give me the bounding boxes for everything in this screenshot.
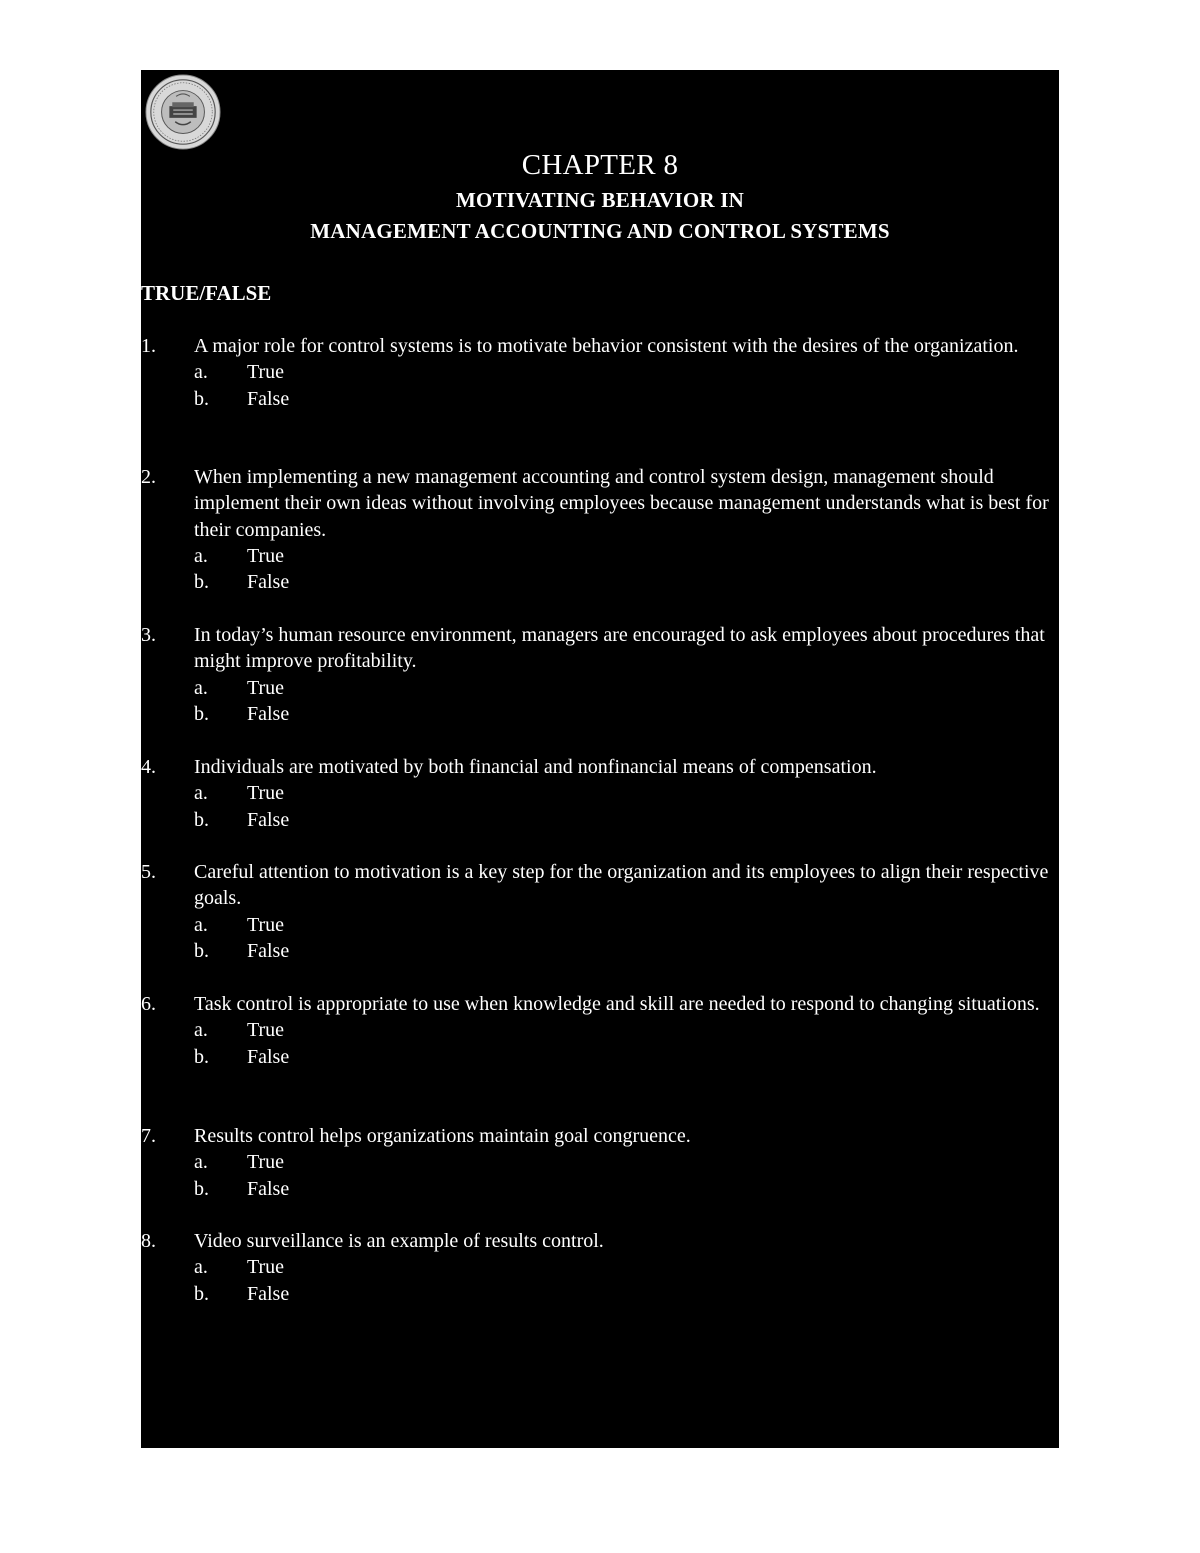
- answer-option-true[interactable]: [194, 1254, 1059, 1280]
- question-7: [141, 1123, 1059, 1202]
- answer-option-false[interactable]: [194, 938, 1059, 964]
- option-letter: b.: [194, 1282, 209, 1305]
- answer-option-true[interactable]: [194, 675, 1059, 701]
- option-label: False: [247, 939, 290, 962]
- chapter-subtitle-line-2: MANAGEMENT ACCOUNTING AND CONTROL SYSTEMS: [310, 219, 890, 243]
- university-seal-icon: [144, 73, 222, 151]
- option-letter: b.: [194, 1045, 209, 1068]
- option-letter: a.: [194, 913, 208, 936]
- option-label: True: [247, 1151, 285, 1174]
- chapter-title: CHAPTER 8: [521, 149, 679, 181]
- answer-option-true[interactable]: [194, 780, 1059, 806]
- question-3: [141, 622, 1059, 727]
- question-text: Video surveillance is an example of results control.: [194, 1230, 604, 1252]
- question-number: 5.: [141, 861, 156, 883]
- question-number: 3.: [141, 624, 156, 646]
- option-label: False: [247, 387, 290, 410]
- option-label: False: [247, 1177, 290, 1200]
- question-text: When implementing a new management accounting and control system design, management should implement their own ideas without involving employees because management understands what is best for their companies.: [194, 466, 1049, 541]
- option-label: False: [247, 808, 290, 831]
- answer-option-false[interactable]: [194, 701, 1059, 727]
- question-text: Task control is appropriate to use when knowledge and skill are needed to respond to changing situations.: [194, 993, 1040, 1015]
- option-label: False: [247, 1045, 290, 1068]
- question-number: 4.: [141, 756, 156, 778]
- question-5: [141, 859, 1059, 964]
- answer-option-true[interactable]: [194, 1017, 1059, 1043]
- question-number: 6.: [141, 993, 156, 1015]
- option-letter: b.: [194, 808, 209, 831]
- question-text: In today’s human resource environment, managers are encouraged to ask employees about procedures that might improve profitability.: [194, 624, 1045, 673]
- option-label: False: [247, 702, 290, 725]
- option-letter: a.: [194, 1019, 208, 1042]
- question-number: 1.: [141, 335, 156, 357]
- option-label: True: [247, 1256, 285, 1279]
- option-letter: a.: [194, 676, 208, 699]
- question-number: 2.: [141, 466, 156, 488]
- answer-option-false[interactable]: [194, 569, 1059, 595]
- question-2: [141, 464, 1059, 595]
- answer-option-true[interactable]: [194, 1149, 1059, 1175]
- option-letter: a.: [194, 1256, 208, 1279]
- question-number: 8.: [141, 1230, 156, 1252]
- answer-option-true[interactable]: [194, 359, 1059, 385]
- chapter-subtitle-line-1: MOTIVATING BEHAVIOR IN: [456, 188, 744, 212]
- option-letter: b.: [194, 702, 209, 725]
- answer-option-true[interactable]: [194, 912, 1059, 938]
- answer-option-false[interactable]: [194, 1044, 1059, 1070]
- question-1: [141, 333, 1059, 412]
- section-heading: TRUE/FALSE: [141, 281, 272, 305]
- document-page: [141, 70, 1059, 1448]
- answer-option-true[interactable]: [194, 543, 1059, 569]
- option-letter: b.: [194, 939, 209, 962]
- option-letter: a.: [194, 544, 208, 567]
- option-letter: a.: [194, 782, 208, 805]
- answer-option-false[interactable]: [194, 1281, 1059, 1307]
- option-letter: a.: [194, 361, 208, 384]
- option-label: True: [247, 782, 285, 805]
- option-label: True: [247, 1019, 285, 1042]
- answer-option-false[interactable]: [194, 386, 1059, 412]
- option-label: True: [247, 361, 285, 384]
- question-6: [141, 991, 1059, 1070]
- option-label: False: [247, 571, 290, 594]
- question-8: [141, 1228, 1059, 1307]
- option-letter: b.: [194, 387, 209, 410]
- option-label: True: [247, 676, 285, 699]
- option-label: False: [247, 1282, 290, 1305]
- option-letter: b.: [194, 571, 209, 594]
- question-number: 7.: [141, 1125, 156, 1147]
- question-4: [141, 754, 1059, 833]
- question-text: Individuals are motivated by both financial and nonfinancial means of compensation.: [194, 756, 877, 778]
- question-text: Careful attention to motivation is a key step for the organization and its employees to align their respective goals.: [194, 861, 1049, 910]
- option-letter: b.: [194, 1177, 209, 1200]
- option-label: True: [247, 544, 285, 567]
- question-text: Results control helps organizations maintain goal congruence.: [194, 1125, 691, 1147]
- answer-option-false[interactable]: [194, 1176, 1059, 1202]
- option-label: True: [247, 913, 285, 936]
- question-text: A major role for control systems is to motivate behavior consistent with the desires of the organization.: [194, 335, 1019, 357]
- answer-option-false[interactable]: [194, 807, 1059, 833]
- option-letter: a.: [194, 1151, 208, 1174]
